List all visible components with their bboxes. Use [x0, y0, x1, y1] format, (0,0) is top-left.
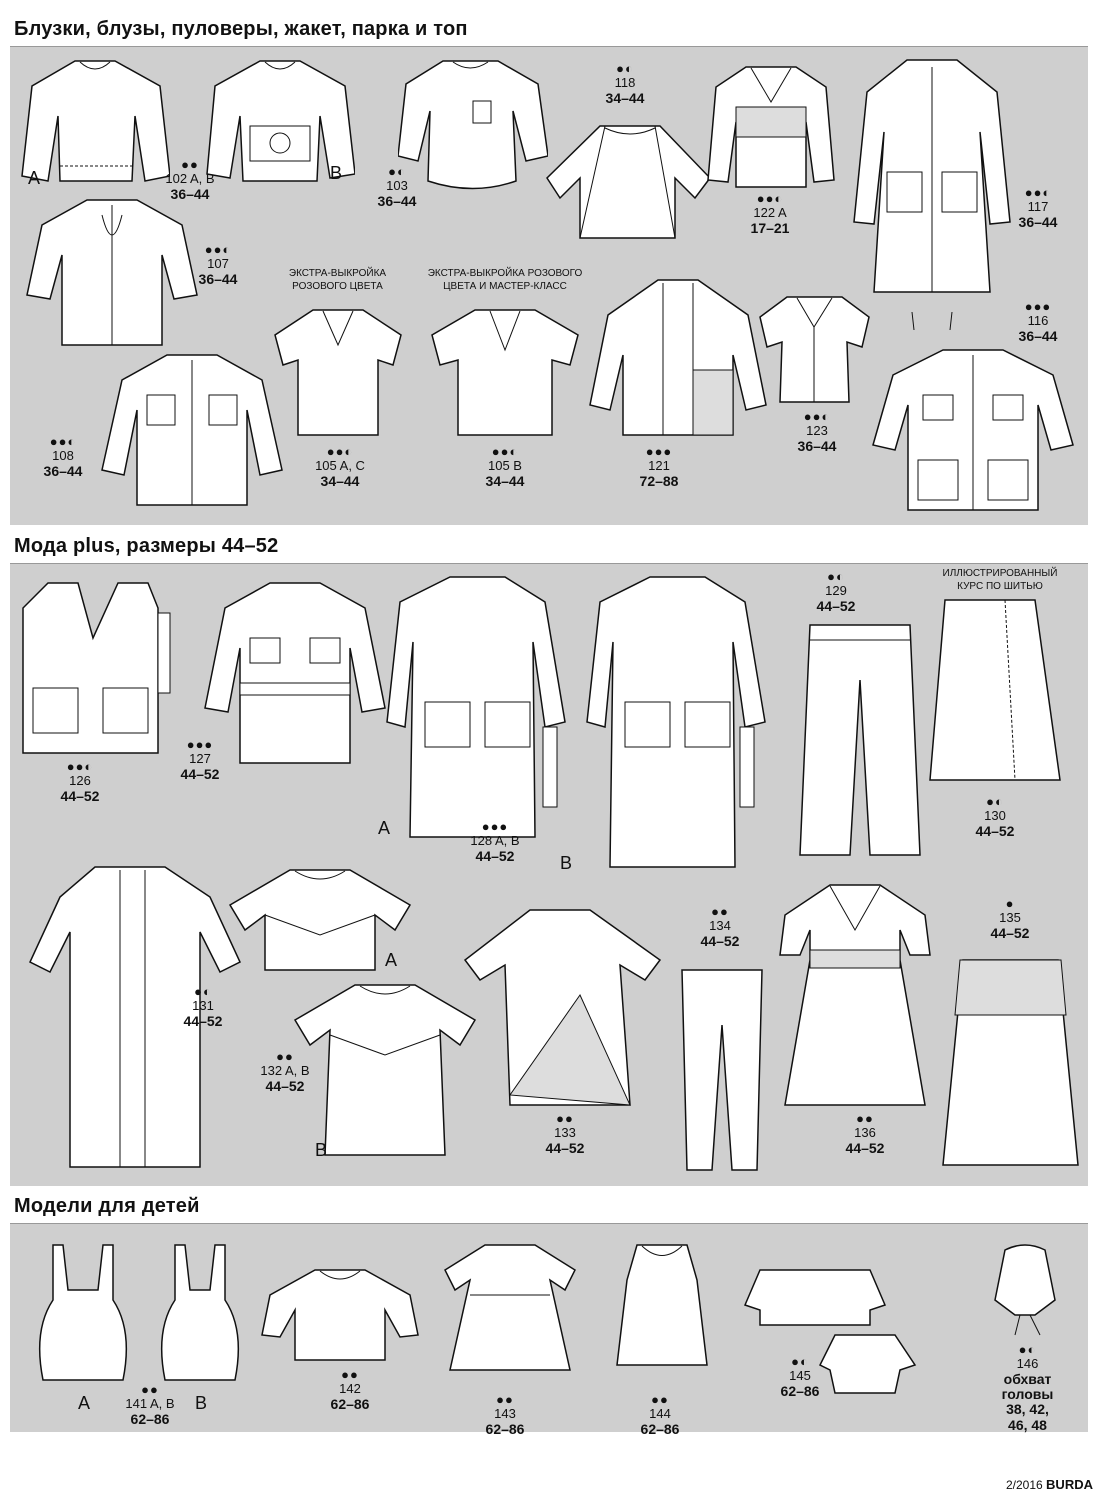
issue-number: 2/2016	[1006, 1478, 1043, 1492]
garment-118[interactable]	[545, 118, 715, 243]
garment-146[interactable]	[985, 1240, 1065, 1340]
note-130: ИЛЛЮСТРИРОВАННЫЙ КУРС ПО ШИТЬЮ	[942, 568, 1058, 592]
letter-b-141: B	[195, 1393, 208, 1413]
label-144: ●● 144 62–86	[640, 1392, 680, 1437]
garment-105b[interactable]	[430, 305, 580, 445]
garment-130[interactable]	[925, 595, 1065, 785]
letter-a-132: A	[385, 950, 398, 970]
garment-134[interactable]	[672, 965, 772, 1175]
section-title-plus: Мода plus, размеры 44–52	[14, 535, 279, 557]
page-footer	[1006, 1477, 1093, 1492]
label-117: ●●◐ 117 36–44	[1018, 185, 1058, 230]
label-133: ●● 133 44–52	[545, 1111, 585, 1156]
note-105b: ЭКСТРА-ВЫКРОЙКА РОЗОВОГО ЦВЕТА И МАСТЕР-КЛАСС	[427, 268, 583, 292]
garment-128a[interactable]	[385, 572, 570, 842]
section-title-blouses: Блузки, блузы, пуловеры, жакет, парка и топ	[14, 18, 468, 40]
label-142: ●● 142 62–86	[330, 1367, 370, 1412]
label-116: ●●● 116 36–44	[1018, 299, 1058, 344]
label-108: ●●◐ 108 36–44	[43, 434, 83, 479]
label-135: ● 135 44–52	[990, 896, 1030, 941]
garment-102a[interactable]	[20, 56, 170, 186]
letter-b-102: B	[330, 163, 343, 183]
label-103: ●◐ 103 36–44	[377, 164, 417, 209]
garment-142[interactable]	[260, 1265, 420, 1365]
letter-a-102: A	[28, 168, 41, 188]
garment-141a[interactable]	[28, 1240, 138, 1390]
garment-135[interactable]	[938, 955, 1083, 1170]
garment-128b[interactable]	[585, 572, 775, 872]
label-129: ●◐ 129 44–52	[816, 569, 856, 614]
label-122: ●●◐ 122 A 17–21	[750, 191, 790, 236]
label-118: ●◐ 118 34–44	[605, 61, 645, 106]
label-107: ●●◐ 107 36–44	[198, 242, 238, 287]
label-121: ●●● 121 72–88	[639, 444, 679, 489]
garment-136[interactable]	[775, 880, 935, 1110]
garment-116[interactable]	[863, 345, 1083, 515]
brand-name: BURDA	[1046, 1477, 1093, 1492]
garment-123[interactable]	[757, 292, 872, 407]
note-105ac: ЭКСТРА-ВЫКРОЙКА РОЗОВОГО ЦВЕТА	[288, 268, 387, 292]
label-127: ●●● 127 44–52	[180, 737, 220, 782]
garment-141b[interactable]	[150, 1240, 250, 1390]
label-143: ●● 143 62–86	[485, 1392, 525, 1437]
label-102: ●● 102 A, B 36–44	[165, 157, 215, 202]
garment-126[interactable]	[18, 578, 178, 758]
label-131: ●◐ 131 44–52	[183, 984, 223, 1029]
letter-a-128: A	[378, 818, 391, 838]
label-132: ●● 132 A, B 44–52	[260, 1049, 310, 1094]
letter-a-141: A	[78, 1393, 91, 1413]
garment-144[interactable]	[612, 1240, 712, 1370]
label-130: ●◐ 130 44–52	[975, 794, 1015, 839]
garment-121[interactable]	[588, 275, 768, 440]
label-126: ●●◐ 126 44–52	[60, 759, 100, 804]
label-146: ●◐ 146 обхват головы 38, 42, 46, 48	[1001, 1342, 1054, 1433]
garment-129[interactable]	[795, 620, 925, 860]
label-141: ●● 141 A, B 62–86	[125, 1382, 175, 1427]
label-105ac: ●●◐ 105 A, C 34–44	[315, 444, 365, 489]
label-105b: ●●◐ 105 B 34–44	[485, 444, 525, 489]
garment-122[interactable]	[706, 62, 836, 192]
section-title-kids: Модели для детей	[14, 1195, 200, 1217]
label-134: ●● 134 44–52	[700, 904, 740, 949]
garment-108[interactable]	[92, 350, 292, 510]
label-136: ●● 136 44–52	[845, 1111, 885, 1156]
garment-117[interactable]	[852, 52, 1012, 332]
letter-b-128: B	[560, 853, 573, 873]
letter-b-132: B	[315, 1140, 328, 1160]
garment-105ac[interactable]	[273, 305, 403, 445]
garment-107[interactable]	[22, 195, 202, 355]
garment-133[interactable]	[460, 905, 665, 1115]
label-128: ●●● 128 A, B 44–52	[470, 819, 520, 864]
label-123: ●●◐ 123 36–44	[797, 409, 837, 454]
label-145: ●◐ 145 62–86	[780, 1354, 820, 1399]
garment-143[interactable]	[440, 1240, 580, 1375]
